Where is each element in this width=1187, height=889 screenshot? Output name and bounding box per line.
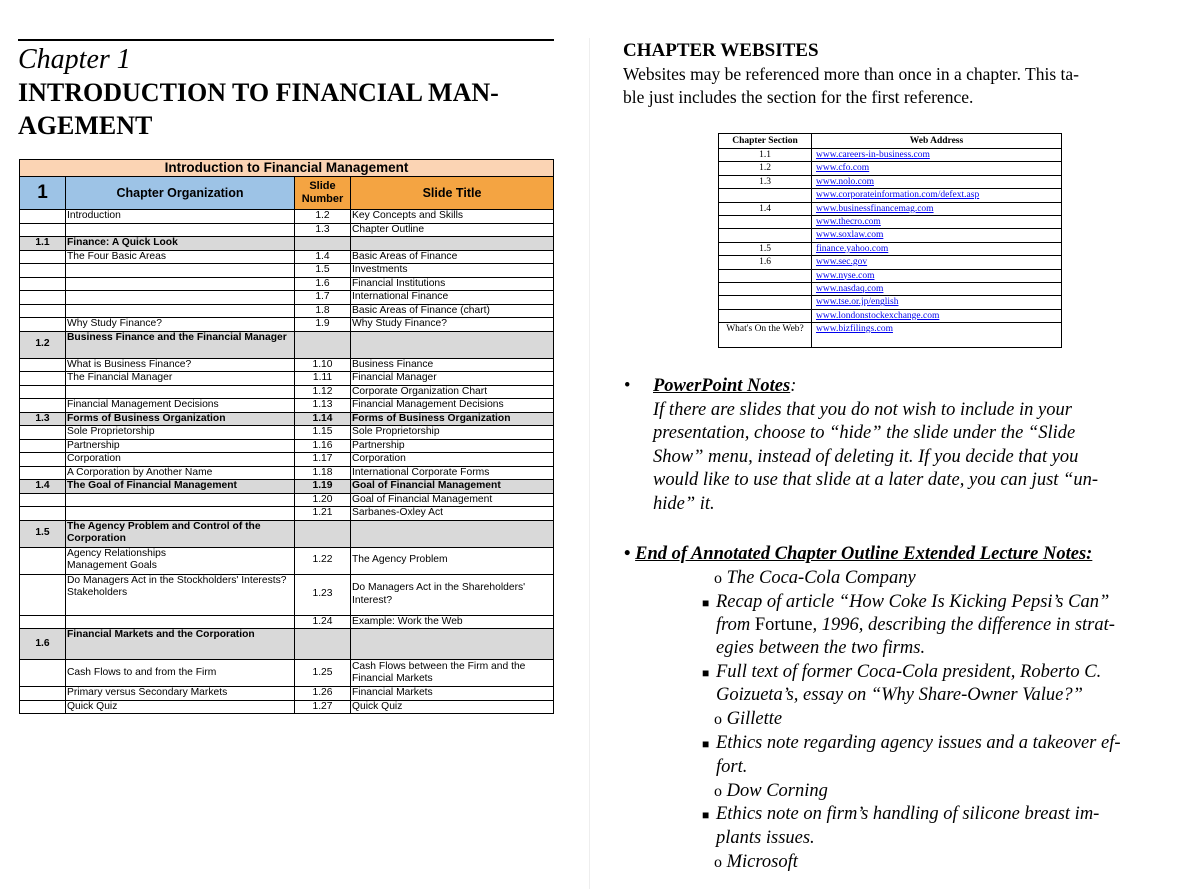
circle-bullet-icon: o	[714, 854, 722, 871]
web-row	[719, 323, 1062, 348]
chapter-organization-table	[19, 159, 554, 714]
cell-c2: Agency Relationships Management Goals	[66, 547, 295, 574]
table-row	[20, 277, 554, 291]
header-slide-number: Slide Number	[295, 177, 351, 210]
table-row	[20, 493, 554, 507]
cell-c2: Partnership	[66, 439, 295, 453]
cell-c3	[295, 520, 351, 547]
table-row	[20, 331, 554, 358]
list-item-fulltext-line2: Goizueta’s, essay on “Why Share-Owner Value?”	[716, 685, 1083, 705]
table-row	[20, 426, 554, 440]
web-link[interactable]: www.cfo.com	[816, 163, 870, 174]
square-bullet-icon: ■	[702, 666, 710, 680]
item-text: Gillette	[726, 709, 783, 729]
table-row	[20, 291, 554, 305]
web-section-cell	[719, 215, 812, 228]
chapter-label: Chapter 1	[18, 44, 131, 75]
cell-c3: 1.5	[295, 264, 351, 278]
cell-c2: What is Business Finance?	[66, 358, 295, 372]
cell-c2: Finance: A Quick Look	[66, 237, 295, 251]
web-row	[719, 256, 1062, 269]
chapter-number: 1	[20, 177, 66, 210]
cell-c1	[20, 687, 66, 701]
web-address-cell	[812, 175, 1062, 188]
cell-c1	[20, 277, 66, 291]
cell-c1	[20, 358, 66, 372]
item-text: Dow Corning	[726, 781, 828, 801]
web-link[interactable]: www.nyse.com	[816, 270, 875, 281]
cell-c2	[66, 493, 295, 507]
cell-c4: Sole Proprietorship	[351, 426, 554, 440]
cell-c2	[66, 615, 295, 629]
web-address-cell	[812, 149, 1062, 162]
cell-c1	[20, 660, 66, 687]
end-of-outline-title: End of Annotated Chapter Outline Extended Lecture Notes:	[635, 544, 1093, 564]
web-address-cell	[812, 242, 1062, 255]
cell-c2: The Financial Manager	[66, 372, 295, 386]
web-row	[719, 296, 1062, 309]
powerpoint-notes	[624, 375, 1144, 516]
cell-c1	[20, 210, 66, 224]
cell-c3	[295, 629, 351, 660]
cell-c4	[351, 629, 554, 660]
pp-line-1: If there are slides that you do not wish to include in your	[653, 399, 1072, 420]
pp-line-2: presentation, choose to “hide” the slide under the “Slide	[653, 423, 1076, 443]
web-row	[719, 229, 1062, 242]
cell-c3: 1.15	[295, 426, 351, 440]
cell-c4: Chapter Outline	[351, 223, 554, 237]
web-section-cell: 1.1	[719, 149, 812, 162]
web-section-cell: 1.6	[719, 256, 812, 269]
item-text: from	[716, 615, 755, 635]
cell-c1: 1.1	[20, 237, 66, 251]
table-row	[20, 660, 554, 687]
web-address-cell	[812, 215, 1062, 228]
cell-c2	[66, 304, 295, 318]
cell-c4: Cash Flows between the Firm and the Financial Markets	[351, 660, 554, 687]
chapter-title-line1: INTRODUCTION TO FINANCIAL MAN-	[18, 78, 499, 107]
cell-c4: Financial Institutions	[351, 277, 554, 291]
web-section-cell: 1.5	[719, 242, 812, 255]
table-row	[20, 615, 554, 629]
cell-c2: Financial Management Decisions	[66, 399, 295, 413]
cell-c3: 1.22	[295, 547, 351, 574]
web-row	[719, 175, 1062, 188]
chapter-title-line2: AGEMENT	[18, 111, 153, 140]
powerpoint-notes-colon: :	[790, 376, 797, 396]
item-text: Ethics note on firm’s handling of silicone breast im-	[716, 804, 1100, 824]
web-row	[719, 149, 1062, 162]
cell-c3: 1.25	[295, 660, 351, 687]
table-row	[20, 237, 554, 251]
cell-c2: Cash Flows to and from the Firm	[66, 660, 295, 687]
table-row	[20, 358, 554, 372]
square-bullet-icon: ■	[702, 808, 710, 822]
table-row	[20, 507, 554, 521]
list-item-microsoft	[714, 851, 798, 875]
cell-c4: Partnership	[351, 439, 554, 453]
websites-table	[718, 133, 1062, 348]
websites-table-body	[719, 149, 1062, 348]
cell-c1	[20, 426, 66, 440]
cell-c4: Why Study Finance?	[351, 318, 554, 332]
cell-c4: Financial Manager	[351, 372, 554, 386]
web-address-cell	[812, 269, 1062, 282]
cell-c4: Forms of Business Organization	[351, 412, 554, 426]
cell-c3: 1.20	[295, 493, 351, 507]
cell-c2: The Agency Problem and Control of the Corporation	[66, 520, 295, 547]
cell-c1	[20, 466, 66, 480]
table-row	[20, 439, 554, 453]
cell-c1	[20, 507, 66, 521]
table-row	[20, 480, 554, 494]
cell-c4: International Corporate Forms	[351, 466, 554, 480]
web-row	[719, 189, 1062, 202]
cell-c3: 1.13	[295, 399, 351, 413]
websites-intro-line2: ble just includes the section for the first reference.	[623, 87, 974, 107]
web-address-cell	[812, 282, 1062, 295]
cell-c2	[66, 291, 295, 305]
cell-c4: Quick Quiz	[351, 700, 554, 714]
cell-c3: 1.9	[295, 318, 351, 332]
web-section-cell: 1.2	[719, 162, 812, 175]
cell-c4: Financial Markets	[351, 687, 554, 701]
websites-intro-line1: Websites may be referenced more than once in a chapter. This ta-	[623, 64, 1079, 84]
header-chapter-organization: Chapter Organization	[66, 177, 295, 210]
cell-c2: The Four Basic Areas	[66, 250, 295, 264]
cell-c1: 1.4	[20, 480, 66, 494]
cell-c2: Primary versus Secondary Markets	[66, 687, 295, 701]
web-address-cell	[812, 256, 1062, 269]
cell-c2: Do Managers Act in the Stockholders' Interests? Stakeholders	[66, 574, 295, 615]
table-row	[20, 318, 554, 332]
powerpoint-notes-title: PowerPoint Notes	[653, 376, 791, 396]
web-link[interactable]: www.businessfinancemag.com	[816, 203, 934, 214]
table-row	[20, 304, 554, 318]
cell-c1	[20, 615, 66, 629]
cell-c1	[20, 385, 66, 399]
cell-c2	[66, 264, 295, 278]
web-row	[719, 309, 1062, 322]
pp-line-5: hide” it.	[653, 493, 715, 514]
web-section-cell	[719, 189, 812, 202]
item-text: Ethics note regarding agency issues and a takeover ef-	[716, 733, 1121, 753]
cell-c1: 1.6	[20, 629, 66, 660]
web-link[interactable]: www.nolo.com	[816, 176, 874, 187]
table-row	[20, 264, 554, 278]
header-slide-title: Slide Title	[351, 177, 554, 210]
cell-c3: 1.16	[295, 439, 351, 453]
web-address-cell	[812, 296, 1062, 309]
circle-bullet-icon: o	[714, 570, 722, 587]
list-item-recap-line2	[716, 614, 1115, 638]
cell-c4: Key Concepts and Skills	[351, 210, 554, 224]
cell-c3: 1.21	[295, 507, 351, 521]
cell-c2: Why Study Finance?	[66, 318, 295, 332]
cell-c4: Sarbanes-Oxley Act	[351, 507, 554, 521]
web-link[interactable]: www.careers-in-business.com	[816, 150, 930, 160]
cell-c1: 1.3	[20, 412, 66, 426]
table-body	[20, 210, 554, 714]
web-link[interactable]: www.soxlaw.com	[816, 230, 884, 241]
web-link[interactable]: www.londonstockexchange.com	[816, 310, 940, 321]
header-web-address: Web Address	[812, 134, 1062, 149]
web-section-cell	[719, 296, 812, 309]
square-bullet-icon: ■	[702, 596, 710, 610]
cell-c3: 1.8	[295, 304, 351, 318]
web-row	[719, 202, 1062, 215]
cell-c3: 1.19	[295, 480, 351, 494]
cell-c3: 1.26	[295, 687, 351, 701]
table-row	[20, 629, 554, 660]
cell-c4: Basic Areas of Finance (chart)	[351, 304, 554, 318]
table-row	[20, 250, 554, 264]
cell-c3: 1.2	[295, 210, 351, 224]
cell-c2	[66, 385, 295, 399]
cell-c3	[295, 237, 351, 251]
web-section-cell	[719, 282, 812, 295]
cell-c4: Corporation	[351, 453, 554, 467]
web-address-cell	[812, 309, 1062, 322]
cell-c1	[20, 493, 66, 507]
list-item-coke	[714, 567, 916, 591]
web-address-cell	[812, 323, 1062, 348]
circle-bullet-icon: o	[714, 783, 722, 800]
table-row	[20, 700, 554, 714]
pp-line-3: Show” menu, instead of deleting it. If you decide that you	[653, 446, 1079, 467]
cell-c3: 1.27	[295, 700, 351, 714]
cell-c4: Business Finance	[351, 358, 554, 372]
cell-c1: 1.5	[20, 520, 66, 547]
cell-c1: 1.2	[20, 331, 66, 358]
cell-c1	[20, 547, 66, 574]
cell-c4: Do Managers Act in the Shareholders' Interest?	[351, 574, 554, 615]
cell-c2: Introduction	[66, 210, 295, 224]
cell-c2: A Corporation by Another Name	[66, 466, 295, 480]
cell-c2	[66, 507, 295, 521]
list-item-gillette	[714, 708, 782, 732]
web-row	[719, 242, 1062, 255]
cell-c3: 1.4	[295, 250, 351, 264]
list-item-ethics1-line2: fort.	[716, 757, 748, 777]
cell-c3: 1.6	[295, 277, 351, 291]
web-link[interactable]: www.nasdaq.com	[816, 283, 884, 294]
cell-c3: 1.12	[295, 385, 351, 399]
web-row	[719, 162, 1062, 175]
item-text: Recap of article “How Coke Is Kicking Pepsi’s Can”	[716, 592, 1110, 612]
cell-c1	[20, 291, 66, 305]
item-text: Microsoft	[726, 852, 798, 872]
bullet-dot: •	[624, 376, 631, 396]
cell-c3: 1.10	[295, 358, 351, 372]
cell-c1	[20, 372, 66, 386]
cell-c1	[20, 264, 66, 278]
cell-c3: 1.24	[295, 615, 351, 629]
web-link[interactable]: www.bizfilings.com	[816, 324, 893, 335]
cell-c3: 1.3	[295, 223, 351, 237]
table-row	[20, 412, 554, 426]
item-text: Full text of former Coca-Cola president, Roberto C.	[716, 662, 1102, 682]
web-section-cell	[719, 269, 812, 282]
websites-heading: CHAPTER WEBSITES	[623, 40, 819, 61]
cell-c1	[20, 453, 66, 467]
table-row	[20, 466, 554, 480]
table-row	[20, 520, 554, 547]
top-rule	[18, 39, 554, 41]
cell-c3: 1.18	[295, 466, 351, 480]
web-link[interactable]: www.thecro.com	[816, 216, 881, 227]
cell-c2: Sole Proprietorship	[66, 426, 295, 440]
cell-c2: The Goal of Financial Management	[66, 480, 295, 494]
cell-c4: Corporate Organization Chart	[351, 385, 554, 399]
cell-c1	[20, 250, 66, 264]
table-row	[20, 372, 554, 386]
web-section-cell	[719, 309, 812, 322]
list-item-fulltext	[702, 661, 1102, 685]
cell-c2: Financial Markets and the Corporation	[66, 629, 295, 660]
cell-c3: 1.14	[295, 412, 351, 426]
cell-c1	[20, 399, 66, 413]
item-text: The Coca-Cola Company	[726, 568, 916, 588]
web-row	[719, 215, 1062, 228]
square-bullet-icon: ■	[702, 737, 710, 751]
cell-c1	[20, 223, 66, 237]
cell-c1	[20, 439, 66, 453]
cell-c4	[351, 520, 554, 547]
list-item-recap-line3: egies between the two firms.	[716, 638, 926, 658]
cell-c3	[295, 331, 351, 358]
cell-c4: Financial Management Decisions	[351, 399, 554, 413]
cell-c3: 1.17	[295, 453, 351, 467]
table-row	[20, 687, 554, 701]
table-row	[20, 547, 554, 574]
cell-c1	[20, 700, 66, 714]
web-address-cell	[812, 189, 1062, 202]
cell-c4: International Finance	[351, 291, 554, 305]
web-link[interactable]: www.tse.or.jp/english	[816, 297, 899, 308]
bullet-dot: •	[624, 544, 631, 564]
cell-c4: Example: Work the Web	[351, 615, 554, 629]
left-page	[18, 39, 554, 141]
web-address-cell	[812, 229, 1062, 242]
cell-c2: Business Finance and the Financial Manager	[66, 331, 295, 358]
end-of-outline-heading	[624, 543, 1164, 567]
web-link[interactable]: www.sec.gov	[816, 257, 868, 268]
right-page	[623, 39, 1153, 109]
list-item-dow	[714, 780, 828, 804]
web-link[interactable]: www.corporateinformation.com/defext.asp	[816, 190, 980, 201]
list-item-ethics2	[702, 803, 1100, 827]
table-row	[20, 399, 554, 413]
pp-line-4: would like to use that slide at a later date, you can just “un-	[653, 470, 1098, 490]
item-text: , 1996, describing the difference in strat-	[812, 615, 1115, 635]
cell-c2	[66, 223, 295, 237]
cell-c1	[20, 574, 66, 615]
web-section-cell	[719, 229, 812, 242]
table-row	[20, 453, 554, 467]
cell-c4: Basic Areas of Finance	[351, 250, 554, 264]
table-row	[20, 210, 554, 224]
cell-c2: Quick Quiz	[66, 700, 295, 714]
web-link[interactable]: finance.yahoo.com	[816, 243, 889, 254]
table-banner: Introduction to Financial Management	[20, 160, 554, 177]
cell-c4: The Agency Problem	[351, 547, 554, 574]
item-text-fortune: Fortune	[754, 615, 813, 635]
cell-c3: 1.11	[295, 372, 351, 386]
cell-c4: Goal of Financial Management	[351, 493, 554, 507]
list-item-ethics1	[702, 732, 1121, 756]
list-item-recap	[702, 591, 1110, 615]
header-chapter-section: Chapter Section	[719, 134, 812, 149]
cell-c3: 1.7	[295, 291, 351, 305]
cell-c2	[66, 277, 295, 291]
web-section-cell: 1.4	[719, 202, 812, 215]
cell-c1	[20, 318, 66, 332]
table-row	[20, 574, 554, 615]
cell-c3: 1.23	[295, 574, 351, 615]
cell-c4: Investments	[351, 264, 554, 278]
cell-c4	[351, 331, 554, 358]
page-separator	[589, 38, 590, 889]
table-row	[20, 223, 554, 237]
cell-c4	[351, 237, 554, 251]
web-section-cell: 1.3	[719, 175, 812, 188]
cell-c4: Goal of Financial Management	[351, 480, 554, 494]
list-item-ethics2-line2: plants issues.	[716, 828, 815, 848]
web-address-cell	[812, 162, 1062, 175]
web-section-cell: What's On the Web?	[719, 323, 812, 348]
web-row	[719, 282, 1062, 295]
web-row	[719, 269, 1062, 282]
cell-c2: Forms of Business Organization	[66, 412, 295, 426]
cell-c2: Corporation	[66, 453, 295, 467]
web-address-cell	[812, 202, 1062, 215]
cell-c1	[20, 304, 66, 318]
table-row	[20, 385, 554, 399]
circle-bullet-icon: o	[714, 711, 722, 728]
